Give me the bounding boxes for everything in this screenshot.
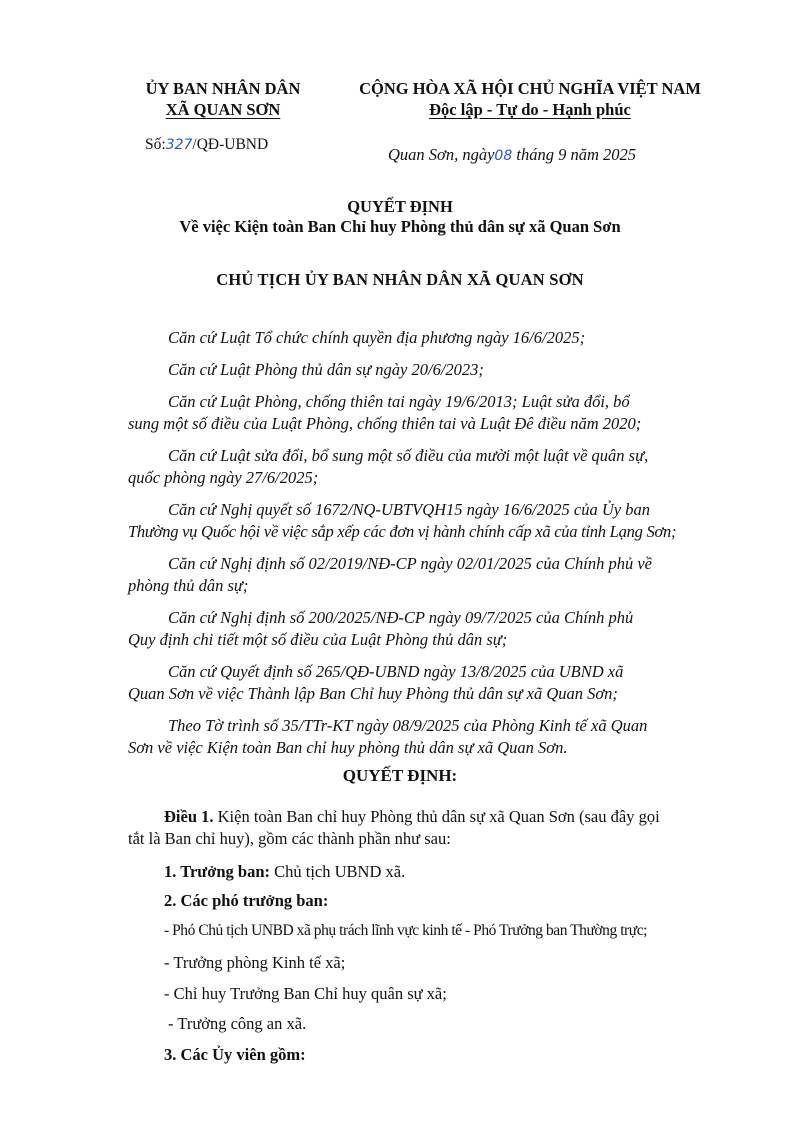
decision-heading: QUYẾT ĐỊNH: — [342, 766, 458, 785]
legal-basis-item: Theo Tờ trình số 35/TTr-KT ngày 08/9/2025 của Phòng Kinh tế xã Quan Sơn về việc Kiện toàn Ban chỉ huy phòng thủ dân sự xã Quan Sơn. — [128, 716, 648, 757]
deputy-item: - Trưởng công an xã. — [168, 1014, 307, 1033]
legal-basis-item: Căn cứ Luật Tổ chức chính quyền địa phương ngày 16/6/2025; — [168, 328, 586, 347]
legal-basis-item: Căn cứ Nghị định số 200/2025/NĐ-CP ngày 09/7/2025 của Chính phủ Quy định chi tiết một số điều của Luật Phòng thủ dân sự; — [128, 608, 634, 649]
document-number: Số:327/QĐ-UBND — [145, 136, 269, 153]
handwritten-number: 327 — [165, 137, 193, 153]
section-2-label: 2. Các phó trưởng ban: — [164, 891, 329, 910]
document-subject: Về việc Kiện toàn Ban Chỉ huy Phòng thủ dân sự xã Quan Sơn — [179, 217, 621, 236]
national-header — [330, 78, 730, 120]
legal-basis-item: Căn cứ Luật Phòng, chống thiên tai ngày 19/6/2013; Luật sửa đổi, bổ sung một số điều của Luật Phòng, chống thiên tai và Luật Đê điều năm 2020; — [128, 392, 642, 433]
legal-basis-item: Căn cứ Quyết định số 265/QĐ-UBND ngày 13/8/2025 của UBND xã Quan Sơn về việc Thành lập Ban Chỉ huy Phòng thủ dân sự xã Quan Sơn; — [128, 662, 624, 703]
handwritten-day: 08 — [494, 148, 513, 164]
deputy-item: - Phó Chủ tịch UNBD xã phụ trách lĩnh vực kinh tế - Phó Trưởng ban Thường trực; — [164, 922, 648, 939]
legal-basis-item: Căn cứ Nghị định số 02/2019/NĐ-CP ngày 02/01/2025 của Chính phủ về phòng thủ dân sự; — [128, 554, 652, 595]
issuing-authority: CHỦ TỊCH ỦY BAN NHÂN DÂN XÃ QUAN SƠN — [216, 270, 584, 289]
agency-name: ỦY BAN NHÂN DÂN — [145, 79, 301, 98]
legal-basis-item: Căn cứ Luật Phòng thủ dân sự ngày 20/6/2023; — [168, 360, 484, 379]
issue-date: Quan Sơn, ngày08 tháng 9 năm 2025 — [388, 145, 636, 164]
national-motto: Độc lập - Tự do - Hạnh phúc — [429, 100, 631, 119]
section-1: 1. Trưởng ban: Chủ tịch UBND xã. — [164, 862, 406, 881]
issuing-agency — [128, 78, 318, 120]
section-1-label: 1. Trưởng ban: — [164, 862, 270, 881]
article-label: Điều 1. — [164, 807, 214, 826]
legal-basis-item: Căn cứ Luật sửa đổi, bổ sung một số điều của mười một luật về quân sự, quốc phòng ngày 27/6/2025; — [128, 446, 649, 487]
deputy-item: - Chỉ huy Trưởng Ban Chỉ huy quân sự xã; — [164, 984, 447, 1003]
section-3-label: 3. Các Ủy viên gồm: — [164, 1045, 306, 1064]
deputy-item: - Trưởng phòng Kinh tế xã; — [164, 953, 346, 972]
document-type: QUYẾT ĐỊNH — [347, 197, 453, 216]
commune-name: XÃ QUAN SƠN — [165, 100, 281, 119]
legal-basis-item: Căn cứ Nghị quyết số 1672/NQ-UBTVQH15 ngày 16/6/2025 của Ủy ban Thường vụ Quốc hội về việc sắp xếp các đơn vị hành chính cấp xã của tỉnh Lạng Sơn; — [128, 500, 677, 541]
nation-name: CỘNG HÒA XÃ HỘI CHỦ NGHĨA VIỆT NAM — [359, 79, 701, 98]
article-1: Điều 1. Kiện toàn Ban chỉ huy Phòng thủ dân sự xã Quan Sơn (sau đây gọi tắt là Ban chỉ huy), gồm các thành phần như sau: — [128, 807, 660, 848]
